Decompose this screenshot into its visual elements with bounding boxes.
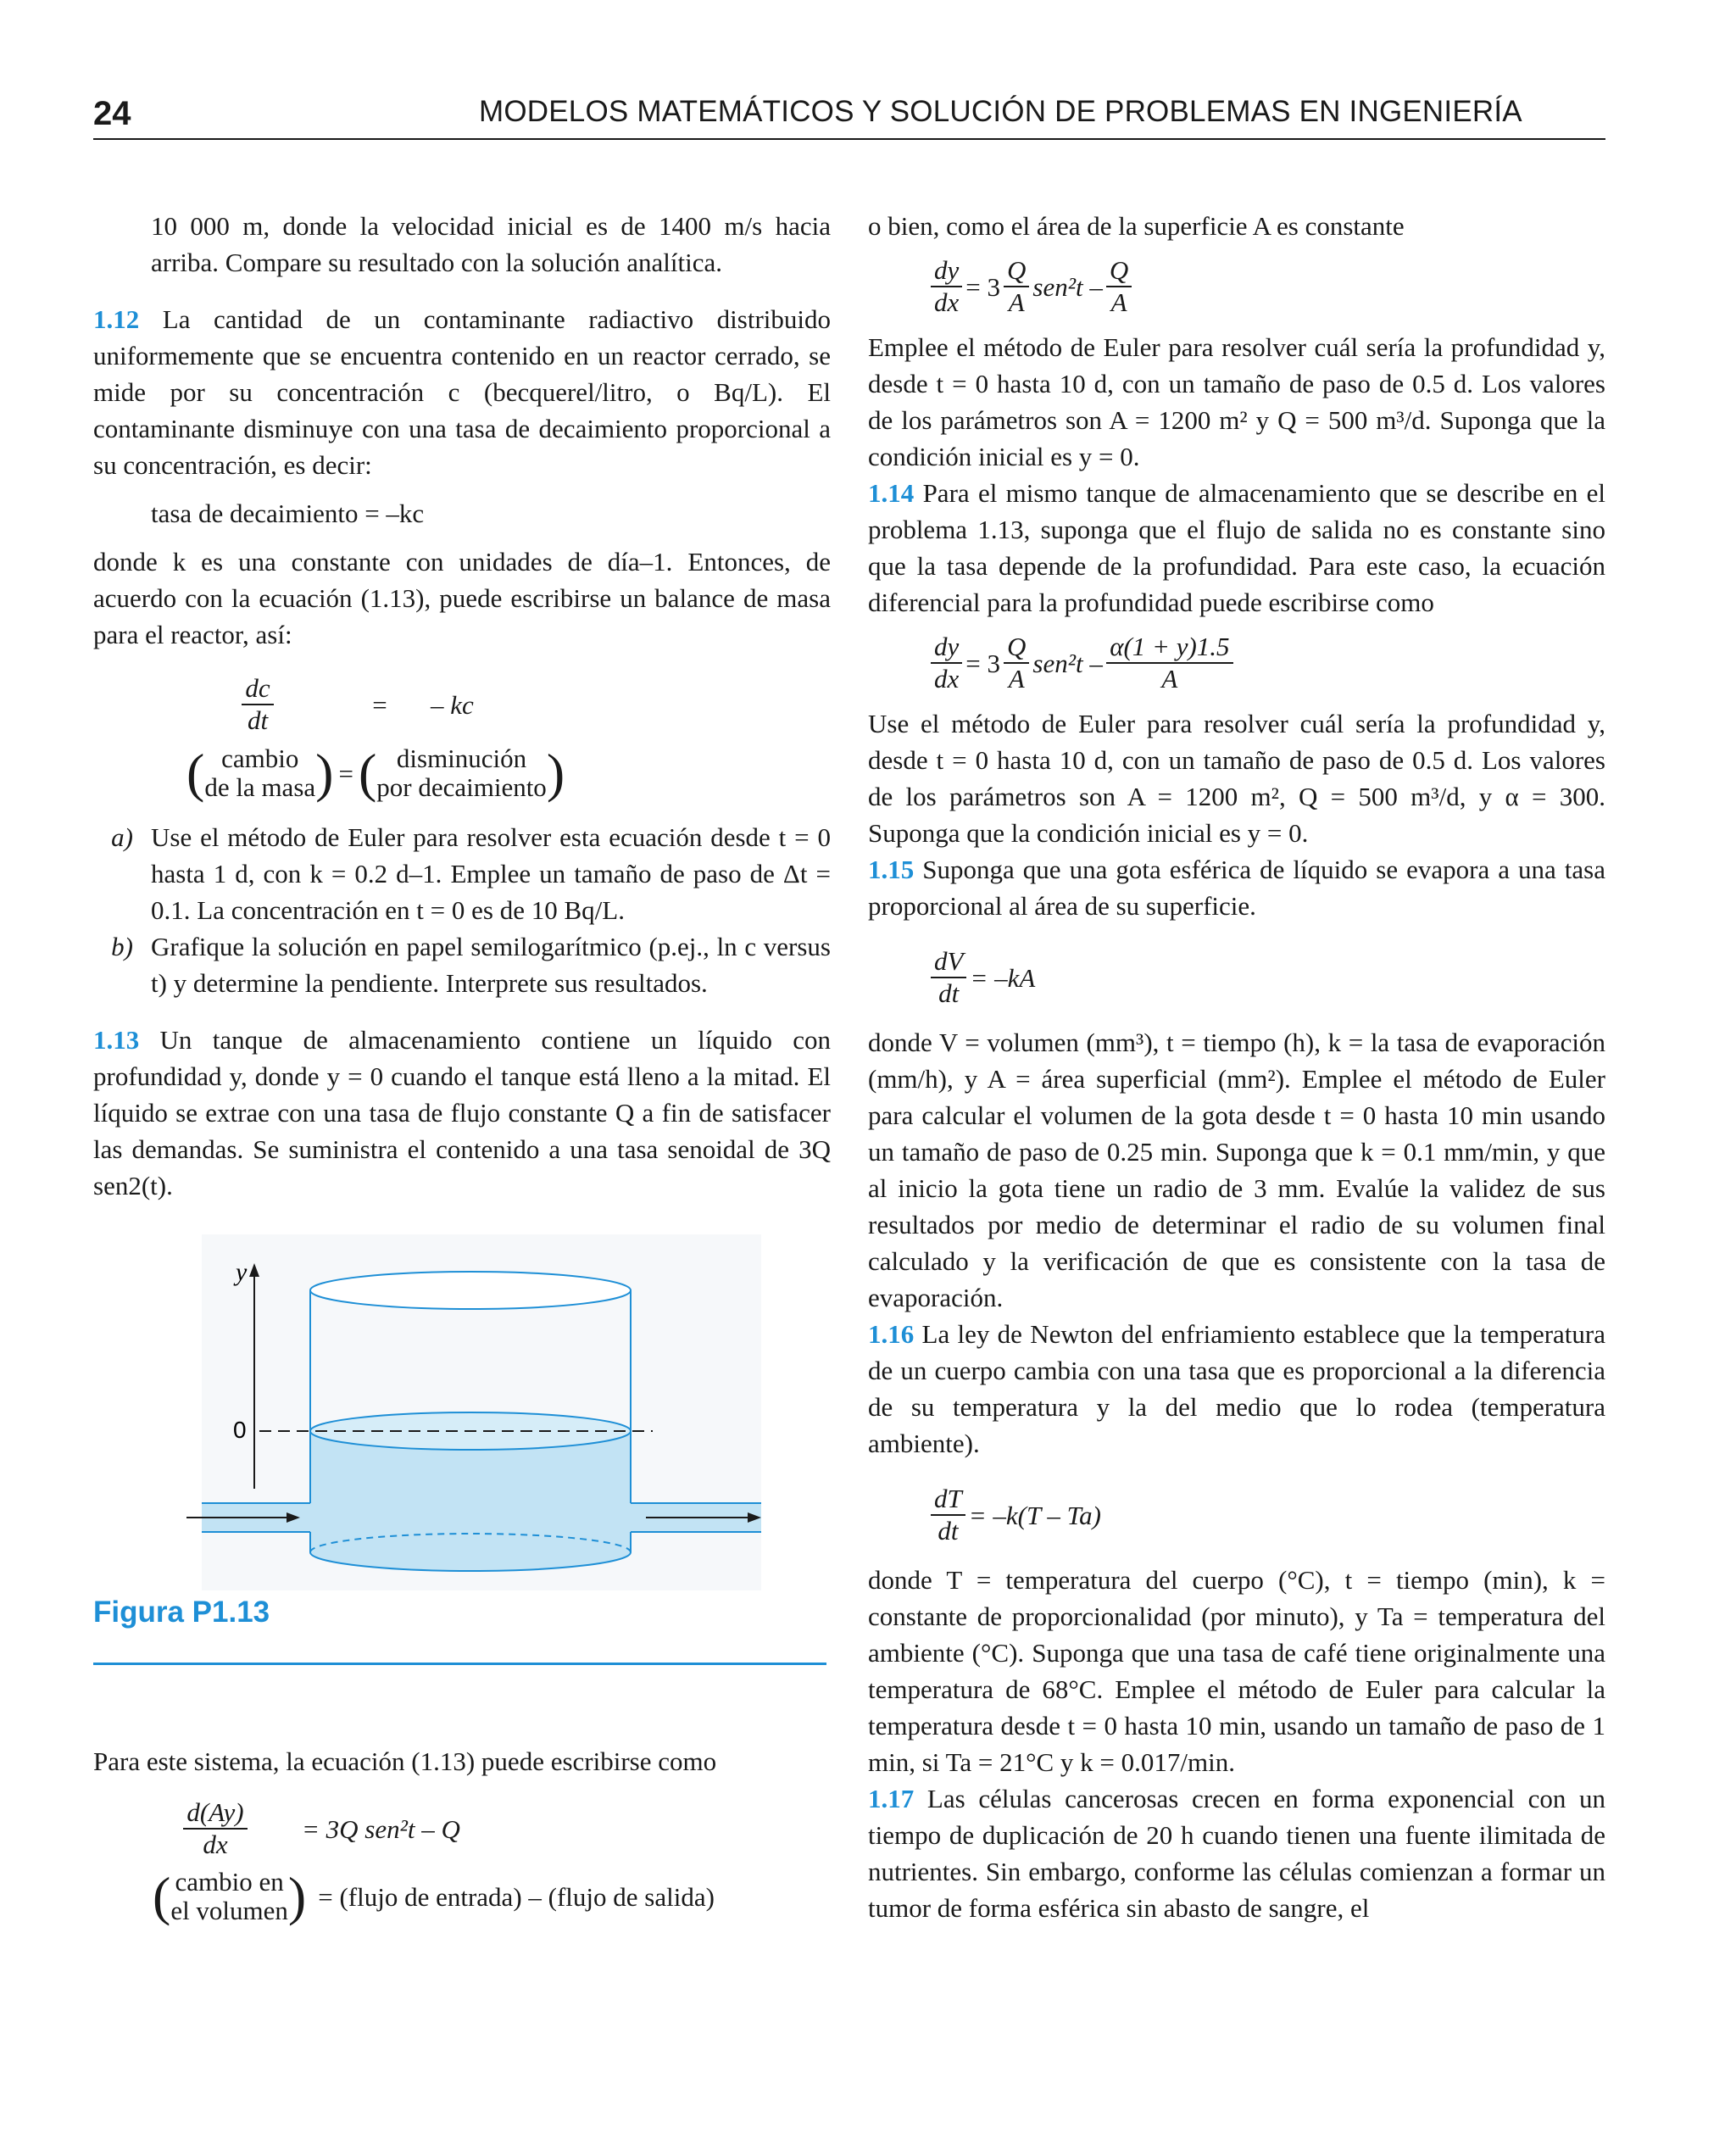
newton-cooling-equation: $\frac{dT}{dt}$ = –k(T – Ta) bbox=[927, 1468, 1605, 1562]
y-label: y bbox=[236, 1258, 248, 1286]
problem-1-13-continuation: o bien, como el área de la superficie A es constante bbox=[868, 211, 1405, 241]
problem-1-13-text-3: Emplee el método de Euler para resolver cuál sería la profundidad y, desde t = 0 hasta 10 d, con un tamaño de paso de 0.5 d. Los valores de los parámetros son A = 1200 m² y Q = 500 m³/d. Suponga que la condición inicial es y = 0. bbox=[868, 332, 1605, 471]
left-column bbox=[93, 208, 831, 1925]
problem-1-13-text-2: Para este sistema, la ecuación (1.13) puede escribirse como bbox=[93, 1746, 717, 1776]
tank-top bbox=[310, 1272, 631, 1309]
mass-change-label: ( cambio de la masa ) bbox=[186, 743, 334, 803]
dc-dt-fraction: $\frac{dc}{dt}$ bbox=[190, 673, 326, 736]
figure-tank bbox=[93, 1234, 831, 1599]
item-b: b) Grafique la solución en papel semilogarítmico (p.ej., ln c versus t) y determine la pendiente. Interprete sus resultados. bbox=[111, 932, 831, 998]
liquid bbox=[310, 1431, 631, 1571]
problem-1-12 bbox=[93, 301, 831, 483]
page-number: 24 bbox=[93, 95, 131, 132]
problem-1-12-text-2: donde k es una constante con unidades de día–1. Entonces, de acuerdo con la ecuación (1.13), puede escribirse un balance de masa para el reactor, así: bbox=[93, 547, 831, 649]
volume-rhs: = 3Q sen²t – Q bbox=[302, 1813, 460, 1844]
mass-balance-equation: $\frac{dc}{dt}$ = – kc ( cambio de la masa ) = ( disminución por decaimiento ) bbox=[186, 673, 565, 803]
figure-caption: Figura P1.13 bbox=[93, 1596, 270, 1629]
decay-label: ( disminución por decaimiento ) bbox=[358, 743, 565, 803]
problem-text: La ley de Newton del enfriamiento establece que la temperatura de un cuerpo cambia con una tasa que es proporcional a la diferencia de su temperatura y la del medio que lo rodea (temperatura ambiente). bbox=[868, 1319, 1605, 1458]
equals-sign: = bbox=[372, 689, 387, 720]
d-ay-dx-fraction: $\frac{d(Ay)}{dx}$ bbox=[156, 1797, 275, 1860]
decay-rate-equation: tasa de decaimiento = –kc bbox=[151, 499, 425, 528]
volume-balance-equation bbox=[153, 1790, 831, 1925]
flow-balance: = (flujo de entrada) – (flujo de salida) bbox=[318, 1881, 715, 1912]
item-a: a) Use el método de Euler para resolver esta ecuación desde t = 0 hasta 1 d, con k = 0.2 d–1. Emplee un tamaño de paso de Δt = 0.1. La concentración en t = 0 es de 10 Bq/L. bbox=[111, 822, 831, 925]
right-column bbox=[868, 208, 1605, 1926]
problem-text: Suponga que una gota esférica de líquido se evapora a una tasa proporcional al área de su superficie. bbox=[868, 855, 1605, 921]
header-rule bbox=[93, 138, 1605, 140]
depth-equation-2: $\frac{dy}{dx}$ = 3 $\frac{Q}{A}$ sen²t – $\frac{\alpha(1 + y)1.5}{A}$ bbox=[927, 621, 1605, 705]
problem-1-16 bbox=[868, 1316, 1605, 1462]
problem-text: Las células cancerosas crecen en forma exponencial con un tiempo de duplicación de 20 h cuando tienen una fuente ilimitada de nutrientes. Sin embargo, conforme las células comienzan a formar un tumor de forma esférica sin abasto de sangre, el bbox=[868, 1784, 1606, 1923]
problem-number: 1.14 bbox=[868, 478, 915, 508]
problem-number: 1.13 bbox=[93, 1025, 140, 1055]
problem-1-16-text-2: donde T = temperatura del cuerpo (°C), t = tiempo (min), k = constante de proporcionalidad (por minuto), y Ta = temperatura del ambiente (°C). Suponga que una tasa de café tiene originalmente una temperatura de 68°C. Emplee el método de Euler para calcular la temperatura desde t = 0 hasta 10 min, usando un tamaño de paso de 1 min, si Ta = 21°C y k = 0.017/min. bbox=[868, 1565, 1605, 1777]
problem-1-17 bbox=[868, 1780, 1605, 1926]
tank-diagram bbox=[93, 1234, 831, 1599]
problem-number: 1.12 bbox=[93, 304, 140, 334]
zero-label: 0 bbox=[233, 1417, 247, 1443]
problem-text: Un tanque de almacenamiento contiene un líquido con profundidad y, donde y = 0 cuando el tanque está lleno a la mitad. El líquido se extrae con una tasa de flujo constante Q a fin de satisfacer las demandas. Se suministra el contenido a una tasa senoidal de 3Q sen2(t). bbox=[93, 1025, 831, 1200]
problem-text: La cantidad de un contaminante radiactivo distribuido uniformemente que se encuentra contenido en un reactor cerrado, se mide por su concentración c (becquerel/litro, o Bq/L). El contaminante disminuye con una tasa de decaimiento proporcional a su concentración, es decir: bbox=[93, 304, 832, 480]
problem-1-11-continuation: 10 000 m, donde la velocidad inicial es de 1400 m/s hacia arriba. Compare su resultado con la solución analítica. bbox=[151, 211, 831, 277]
problem-1-13 bbox=[93, 1022, 831, 1204]
problem-1-14 bbox=[868, 475, 1605, 621]
problem-1-14-text-2: Use el método de Euler para resolver cuál sería la profundidad y, desde t = 0 hasta 10 d, con un tamaño de paso de 0.5 d. Los valores de los parámetros son A = 1200 m², Q = 500 m³/d, y α = 300. Suponga que la condición inicial es y = 0. bbox=[868, 709, 1605, 848]
decay-term: – kc bbox=[431, 689, 474, 720]
problem-number: 1.17 bbox=[868, 1784, 915, 1813]
problem-1-15-text-2: donde V = volumen (mm³), t = tiempo (h), k = la tasa de evaporación (mm/h), y A = área superficial (mm²). Emplee el método de Euler para calcular el volumen de la gota desde t = 0 hasta 10 min usando un tamaño de paso de 0.25 min. Suponga que k = 0.1 mm/min, y que al inicio la gota tiene un radio de 3 mm. Evalúe la validez de sus resultados por medio de determinar el radio de su volumen final calculado y la verificación de que es consistente con la tasa de evaporación. bbox=[868, 1028, 1605, 1312]
problem-number: 1.16 bbox=[868, 1319, 915, 1349]
depth-equation-1: $\frac{dy}{dx}$ = 3 $\frac{Q}{A}$ sen²t – $\frac{Q}{A}$ bbox=[927, 244, 1605, 329]
problem-1-15 bbox=[868, 851, 1605, 924]
problem-text: Para el mismo tanque de almacenamiento que se describe en el problema 1.13, suponga que el flujo de salida no es constante sino que la tasa depende de la profundidad. Para este caso, la ecuación diferencial para la profundidad puede escribirse como bbox=[868, 478, 1606, 617]
volume-change-label: ( cambio en el volumen ) bbox=[153, 1866, 307, 1926]
running-header: MODELOS MATEMÁTICOS Y SOLUCIÓN DE PROBLEMAS EN INGENIERÍA bbox=[479, 95, 1522, 128]
evaporation-equation: $\frac{dV}{dt}$ = –kA bbox=[927, 931, 1605, 1024]
problem-number: 1.15 bbox=[868, 855, 915, 884]
